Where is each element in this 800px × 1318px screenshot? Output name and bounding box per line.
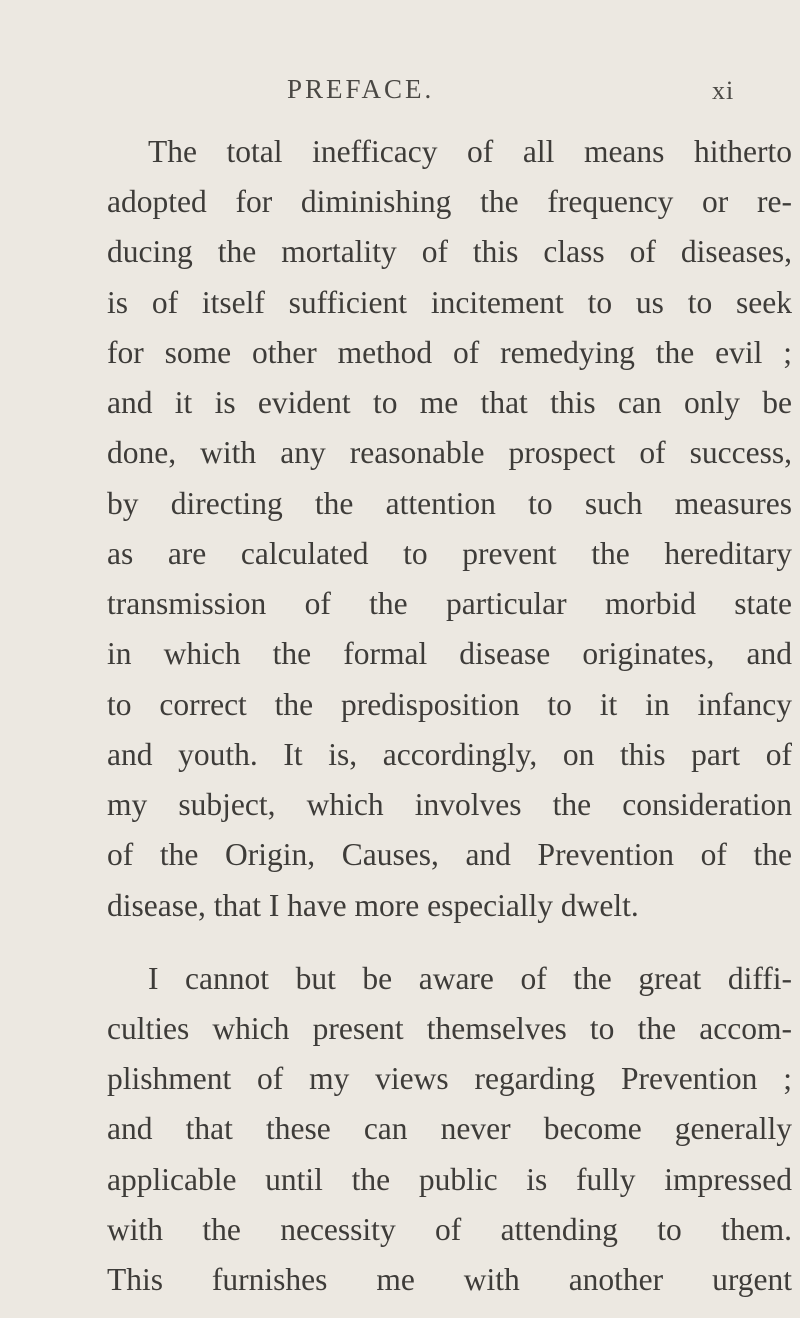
running-head	[0, 74, 800, 114]
text-line: my subject, which involves the consideration	[107, 787, 792, 822]
text-line: with the necessity of attending to them.	[107, 1212, 792, 1247]
page-number: xi	[712, 76, 735, 105]
text-line: transmission of the particular morbid state	[107, 586, 792, 621]
text-line: for some other method of remedying the evil ;	[107, 335, 792, 370]
text-line: I cannot but be aware of the great diffi-	[148, 961, 792, 996]
text-line: as are calculated to prevent the hereditary	[107, 536, 792, 571]
text-line: by directing the attention to such measures	[107, 486, 792, 521]
text-line: done, with any reasonable prospect of success,	[107, 435, 792, 470]
text-line: and that these can never become generally	[107, 1111, 792, 1146]
text-line: The total inefficacy of all means hitherto	[148, 134, 792, 169]
text-line: to correct the predisposition to it in infancy	[107, 687, 792, 722]
text-line: ducing the mortality of this class of diseases,	[107, 234, 792, 269]
text-line: plishment of my views regarding Prevention ;	[107, 1061, 792, 1096]
text-line: disease, that I have more especially dwelt.	[107, 888, 639, 923]
text-line: applicable until the public is fully impressed	[107, 1162, 792, 1197]
text-line: of the Origin, Causes, and Prevention of the	[107, 837, 792, 872]
text-line: and it is evident to me that this can only be	[107, 385, 792, 420]
text-line: in which the formal disease originates, and	[107, 636, 792, 671]
text-line: is of itself sufficient incitement to us to seek	[107, 285, 792, 320]
text-line: adopted for diminishing the frequency or re-	[107, 184, 792, 219]
running-title: PREFACE.	[287, 74, 435, 104]
text-line: and youth. It is, accordingly, on this part of	[107, 737, 792, 772]
text-line: This furnishes me with another urgent	[107, 1262, 792, 1297]
text-line: culties which present themselves to the accom-	[107, 1011, 792, 1046]
